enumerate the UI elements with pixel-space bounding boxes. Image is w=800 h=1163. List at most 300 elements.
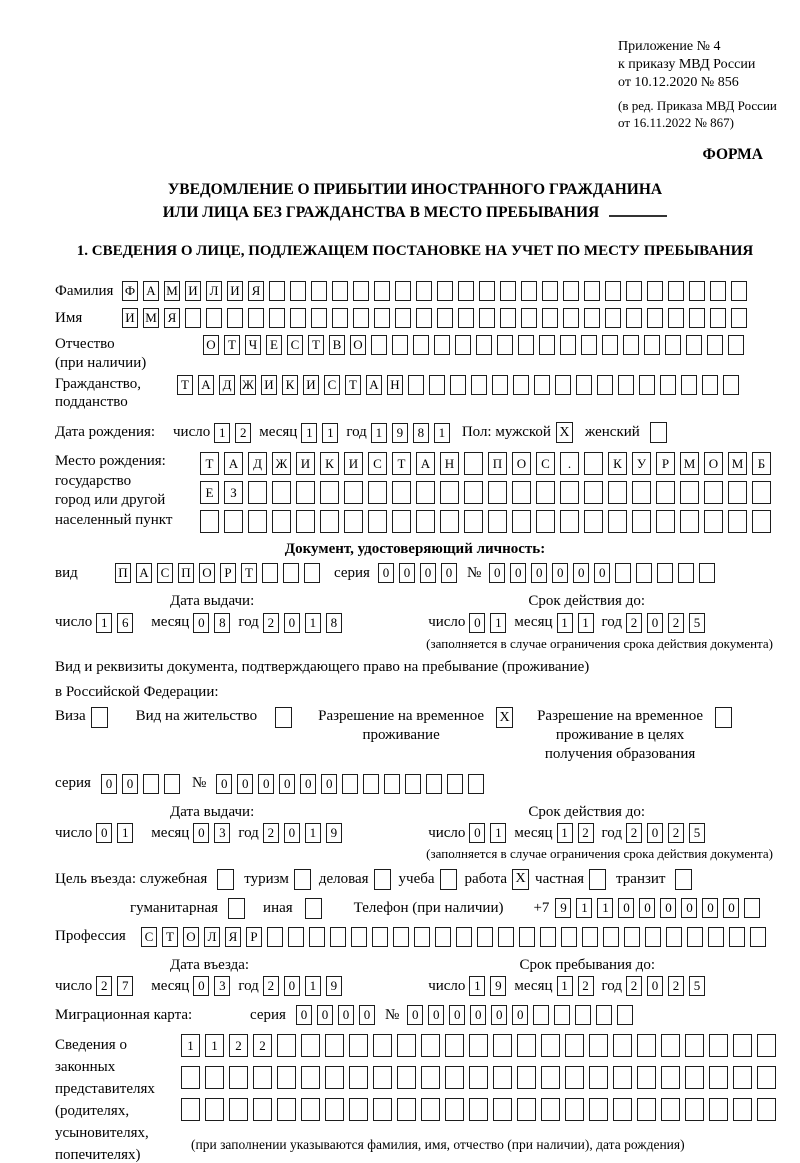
- char-cell[interactable]: [584, 510, 603, 533]
- char-cell[interactable]: 2: [626, 823, 642, 843]
- char-cell[interactable]: 0: [284, 613, 300, 633]
- char-cell[interactable]: [353, 281, 369, 301]
- char-cell[interactable]: [723, 375, 739, 395]
- char-cell[interactable]: И: [296, 452, 315, 475]
- char-cell[interactable]: [253, 1066, 272, 1089]
- char-cell[interactable]: Ф: [122, 281, 138, 301]
- char-cell[interactable]: [554, 1005, 570, 1025]
- char-cell[interactable]: 0: [618, 898, 634, 918]
- char-cell[interactable]: [392, 335, 408, 355]
- char-cell[interactable]: 0: [469, 823, 485, 843]
- char-cell[interactable]: [710, 308, 726, 328]
- char-cell[interactable]: [733, 1098, 752, 1121]
- char-cell[interactable]: П: [115, 563, 131, 583]
- char-cell[interactable]: 0: [531, 563, 547, 583]
- char-cell[interactable]: Р: [656, 452, 675, 475]
- char-cell[interactable]: Р: [220, 563, 236, 583]
- char-cell[interactable]: 1: [301, 423, 317, 443]
- char-cell[interactable]: [728, 335, 744, 355]
- char-cell[interactable]: 1: [469, 976, 485, 996]
- char-cell[interactable]: 1: [305, 976, 321, 996]
- char-cell[interactable]: [181, 1066, 200, 1089]
- char-cell[interactable]: 2: [626, 613, 642, 633]
- char-cell[interactable]: Я: [225, 927, 241, 947]
- char-cell[interactable]: [342, 774, 358, 794]
- char-cell[interactable]: 0: [594, 563, 610, 583]
- char-cell[interactable]: [686, 335, 702, 355]
- char-cell[interactable]: [248, 308, 264, 328]
- char-cell[interactable]: [488, 481, 507, 504]
- char-cell[interactable]: [277, 1066, 296, 1089]
- char-cell[interactable]: 0: [284, 976, 300, 996]
- char-cell[interactable]: [288, 927, 304, 947]
- temp-residence-checkbox[interactable]: X: [496, 707, 513, 728]
- char-cell[interactable]: [560, 510, 579, 533]
- char-cell[interactable]: П: [178, 563, 194, 583]
- char-cell[interactable]: 2: [235, 423, 251, 443]
- char-cell[interactable]: [392, 510, 411, 533]
- purpose-private-checkbox[interactable]: [589, 869, 606, 890]
- char-cell[interactable]: [429, 375, 445, 395]
- char-cell[interactable]: [704, 481, 723, 504]
- char-cell[interactable]: З: [224, 481, 243, 504]
- char-cell[interactable]: [469, 1098, 488, 1121]
- char-cell[interactable]: 6: [117, 613, 133, 633]
- char-cell[interactable]: [584, 452, 603, 475]
- char-cell[interactable]: [493, 1066, 512, 1089]
- char-cell[interactable]: [637, 1098, 656, 1121]
- char-cell[interactable]: 0: [122, 774, 138, 794]
- char-cell[interactable]: [645, 927, 661, 947]
- char-cell[interactable]: 8: [326, 613, 342, 633]
- char-cell[interactable]: [445, 1034, 464, 1057]
- char-cell[interactable]: [497, 335, 513, 355]
- char-cell[interactable]: [624, 927, 640, 947]
- char-cell[interactable]: [227, 308, 243, 328]
- char-cell[interactable]: 0: [193, 613, 209, 633]
- char-cell[interactable]: [582, 927, 598, 947]
- char-cell[interactable]: 0: [681, 898, 697, 918]
- char-cell[interactable]: [584, 308, 600, 328]
- char-cell[interactable]: 0: [552, 563, 568, 583]
- char-cell[interactable]: А: [198, 375, 214, 395]
- residence-permit-checkbox[interactable]: [275, 707, 292, 728]
- char-cell[interactable]: 0: [647, 976, 663, 996]
- char-cell[interactable]: 0: [573, 563, 589, 583]
- char-cell[interactable]: [143, 774, 159, 794]
- char-cell[interactable]: Ж: [240, 375, 256, 395]
- char-cell[interactable]: [181, 1098, 200, 1121]
- char-cell[interactable]: Т: [162, 927, 178, 947]
- char-cell[interactable]: [597, 375, 613, 395]
- char-cell[interactable]: 0: [647, 613, 663, 633]
- char-cell[interactable]: О: [203, 335, 219, 355]
- char-cell[interactable]: [464, 452, 483, 475]
- char-cell[interactable]: [563, 281, 579, 301]
- char-cell[interactable]: [687, 927, 703, 947]
- char-cell[interactable]: [608, 510, 627, 533]
- char-cell[interactable]: 1: [117, 823, 133, 843]
- char-cell[interactable]: [681, 375, 697, 395]
- char-cell[interactable]: [476, 335, 492, 355]
- char-cell[interactable]: 0: [420, 563, 436, 583]
- char-cell[interactable]: 1: [205, 1034, 224, 1057]
- char-cell[interactable]: [729, 927, 745, 947]
- char-cell[interactable]: [464, 510, 483, 533]
- char-cell[interactable]: [512, 510, 531, 533]
- char-cell[interactable]: К: [282, 375, 298, 395]
- char-cell[interactable]: А: [224, 452, 243, 475]
- char-cell[interactable]: [311, 308, 327, 328]
- char-cell[interactable]: [702, 375, 718, 395]
- char-cell[interactable]: О: [199, 563, 215, 583]
- char-cell[interactable]: У: [632, 452, 651, 475]
- char-cell[interactable]: М: [164, 281, 180, 301]
- char-cell[interactable]: [709, 1098, 728, 1121]
- char-cell[interactable]: 0: [193, 976, 209, 996]
- char-cell[interactable]: [602, 335, 618, 355]
- char-cell[interactable]: [224, 510, 243, 533]
- char-cell[interactable]: [626, 281, 642, 301]
- char-cell[interactable]: [301, 1034, 320, 1057]
- char-cell[interactable]: Ж: [272, 452, 291, 475]
- char-cell[interactable]: [320, 510, 339, 533]
- char-cell[interactable]: 0: [489, 563, 505, 583]
- char-cell[interactable]: О: [512, 452, 531, 475]
- char-cell[interactable]: 8: [214, 613, 230, 633]
- char-cell[interactable]: [710, 281, 726, 301]
- char-cell[interactable]: 0: [338, 1005, 354, 1025]
- char-cell[interactable]: [332, 281, 348, 301]
- char-cell[interactable]: Л: [204, 927, 220, 947]
- char-cell[interactable]: [272, 481, 291, 504]
- char-cell[interactable]: [709, 1034, 728, 1057]
- char-cell[interactable]: [733, 1034, 752, 1057]
- char-cell[interactable]: [685, 1034, 704, 1057]
- char-cell[interactable]: [647, 281, 663, 301]
- char-cell[interactable]: [541, 1066, 560, 1089]
- purpose-work-checkbox[interactable]: X: [512, 869, 529, 890]
- char-cell[interactable]: [517, 1098, 536, 1121]
- char-cell[interactable]: 2: [578, 823, 594, 843]
- char-cell[interactable]: [668, 281, 684, 301]
- char-cell[interactable]: 1: [490, 823, 506, 843]
- char-cell[interactable]: [584, 481, 603, 504]
- char-cell[interactable]: [517, 1066, 536, 1089]
- char-cell[interactable]: [575, 1005, 591, 1025]
- char-cell[interactable]: 0: [96, 823, 112, 843]
- char-cell[interactable]: [311, 281, 327, 301]
- char-cell[interactable]: [363, 774, 379, 794]
- char-cell[interactable]: [456, 927, 472, 947]
- char-cell[interactable]: 0: [702, 898, 718, 918]
- char-cell[interactable]: И: [122, 308, 138, 328]
- char-cell[interactable]: 0: [449, 1005, 465, 1025]
- char-cell[interactable]: [589, 1034, 608, 1057]
- char-cell[interactable]: [395, 308, 411, 328]
- char-cell[interactable]: 1: [305, 823, 321, 843]
- char-cell[interactable]: [699, 563, 715, 583]
- char-cell[interactable]: [373, 1098, 392, 1121]
- char-cell[interactable]: [560, 335, 576, 355]
- char-cell[interactable]: [164, 774, 180, 794]
- char-cell[interactable]: [304, 563, 320, 583]
- char-cell[interactable]: [565, 1034, 584, 1057]
- char-cell[interactable]: Т: [200, 452, 219, 475]
- purpose-humanitarian-checkbox[interactable]: [228, 898, 245, 919]
- char-cell[interactable]: [267, 927, 283, 947]
- char-cell[interactable]: [205, 1066, 224, 1089]
- char-cell[interactable]: Т: [392, 452, 411, 475]
- char-cell[interactable]: [414, 927, 430, 947]
- char-cell[interactable]: [757, 1098, 776, 1121]
- char-cell[interactable]: [397, 1066, 416, 1089]
- char-cell[interactable]: [665, 335, 681, 355]
- char-cell[interactable]: 9: [555, 898, 571, 918]
- char-cell[interactable]: [757, 1066, 776, 1089]
- purpose-business-checkbox[interactable]: [374, 869, 391, 890]
- char-cell[interactable]: [248, 510, 267, 533]
- char-cell[interactable]: С: [368, 452, 387, 475]
- char-cell[interactable]: [668, 308, 684, 328]
- char-cell[interactable]: 3: [214, 976, 230, 996]
- purpose-official-checkbox[interactable]: [217, 869, 234, 890]
- char-cell[interactable]: [416, 281, 432, 301]
- char-cell[interactable]: [647, 308, 663, 328]
- char-cell[interactable]: [437, 281, 453, 301]
- char-cell[interactable]: [393, 927, 409, 947]
- char-cell[interactable]: [408, 375, 424, 395]
- char-cell[interactable]: 0: [237, 774, 253, 794]
- char-cell[interactable]: [445, 1098, 464, 1121]
- char-cell[interactable]: 9: [392, 423, 408, 443]
- char-cell[interactable]: [344, 510, 363, 533]
- char-cell[interactable]: [680, 510, 699, 533]
- char-cell[interactable]: [618, 375, 634, 395]
- char-cell[interactable]: 1: [578, 613, 594, 633]
- char-cell[interactable]: [752, 510, 771, 533]
- char-cell[interactable]: И: [261, 375, 277, 395]
- char-cell[interactable]: [637, 1066, 656, 1089]
- char-cell[interactable]: [542, 308, 558, 328]
- char-cell[interactable]: [440, 481, 459, 504]
- char-cell[interactable]: 0: [470, 1005, 486, 1025]
- char-cell[interactable]: 1: [434, 423, 450, 443]
- char-cell[interactable]: [301, 1066, 320, 1089]
- char-cell[interactable]: [589, 1098, 608, 1121]
- char-cell[interactable]: [434, 335, 450, 355]
- char-cell[interactable]: [565, 1066, 584, 1089]
- char-cell[interactable]: [371, 335, 387, 355]
- char-cell[interactable]: 1: [490, 613, 506, 633]
- char-cell[interactable]: А: [136, 563, 152, 583]
- char-cell[interactable]: [603, 927, 619, 947]
- char-cell[interactable]: 0: [300, 774, 316, 794]
- char-cell[interactable]: [500, 308, 516, 328]
- char-cell[interactable]: [521, 281, 537, 301]
- sex-male-checkbox[interactable]: X: [556, 422, 573, 443]
- char-cell[interactable]: Е: [200, 481, 219, 504]
- char-cell[interactable]: [498, 927, 514, 947]
- char-cell[interactable]: А: [143, 281, 159, 301]
- char-cell[interactable]: [555, 375, 571, 395]
- char-cell[interactable]: [344, 481, 363, 504]
- char-cell[interactable]: 0: [407, 1005, 423, 1025]
- char-cell[interactable]: 0: [378, 563, 394, 583]
- char-cell[interactable]: [613, 1098, 632, 1121]
- char-cell[interactable]: 0: [216, 774, 232, 794]
- char-cell[interactable]: [351, 927, 367, 947]
- char-cell[interactable]: 0: [510, 563, 526, 583]
- char-cell[interactable]: 1: [96, 613, 112, 633]
- char-cell[interactable]: [464, 481, 483, 504]
- char-cell[interactable]: [392, 481, 411, 504]
- char-cell[interactable]: [639, 375, 655, 395]
- purpose-other-checkbox[interactable]: [305, 898, 322, 919]
- char-cell[interactable]: 0: [469, 613, 485, 633]
- char-cell[interactable]: [479, 308, 495, 328]
- char-cell[interactable]: [368, 481, 387, 504]
- char-cell[interactable]: [584, 281, 600, 301]
- char-cell[interactable]: [657, 563, 673, 583]
- char-cell[interactable]: Р: [246, 927, 262, 947]
- char-cell[interactable]: [301, 1098, 320, 1121]
- char-cell[interactable]: [666, 927, 682, 947]
- char-cell[interactable]: [416, 510, 435, 533]
- char-cell[interactable]: [605, 308, 621, 328]
- char-cell[interactable]: [519, 927, 535, 947]
- char-cell[interactable]: [330, 927, 346, 947]
- char-cell[interactable]: Д: [248, 452, 267, 475]
- char-cell[interactable]: И: [344, 452, 363, 475]
- char-cell[interactable]: Т: [345, 375, 361, 395]
- char-cell[interactable]: К: [608, 452, 627, 475]
- char-cell[interactable]: 0: [660, 898, 676, 918]
- char-cell[interactable]: С: [157, 563, 173, 583]
- char-cell[interactable]: [704, 510, 723, 533]
- char-cell[interactable]: [493, 1034, 512, 1057]
- char-cell[interactable]: 0: [512, 1005, 528, 1025]
- char-cell[interactable]: 2: [229, 1034, 248, 1057]
- visa-checkbox[interactable]: [91, 707, 108, 728]
- char-cell[interactable]: 1: [557, 613, 573, 633]
- char-cell[interactable]: [421, 1066, 440, 1089]
- char-cell[interactable]: И: [227, 281, 243, 301]
- char-cell[interactable]: [471, 375, 487, 395]
- char-cell[interactable]: [373, 1034, 392, 1057]
- char-cell[interactable]: Н: [387, 375, 403, 395]
- char-cell[interactable]: О: [350, 335, 366, 355]
- char-cell[interactable]: [272, 510, 291, 533]
- char-cell[interactable]: [397, 1034, 416, 1057]
- char-cell[interactable]: С: [324, 375, 340, 395]
- char-cell[interactable]: [757, 1034, 776, 1057]
- char-cell[interactable]: Л: [206, 281, 222, 301]
- char-cell[interactable]: 1: [557, 976, 573, 996]
- char-cell[interactable]: М: [680, 452, 699, 475]
- char-cell[interactable]: Т: [241, 563, 257, 583]
- purpose-study-checkbox[interactable]: [440, 869, 457, 890]
- char-cell[interactable]: [309, 927, 325, 947]
- char-cell[interactable]: [450, 375, 466, 395]
- char-cell[interactable]: Т: [224, 335, 240, 355]
- char-cell[interactable]: [325, 1066, 344, 1089]
- char-cell[interactable]: 0: [491, 1005, 507, 1025]
- char-cell[interactable]: [661, 1066, 680, 1089]
- char-cell[interactable]: [518, 335, 534, 355]
- char-cell[interactable]: 2: [96, 976, 112, 996]
- char-cell[interactable]: [613, 1034, 632, 1057]
- char-cell[interactable]: [325, 1034, 344, 1057]
- char-cell[interactable]: С: [141, 927, 157, 947]
- purpose-transit-checkbox[interactable]: [675, 869, 692, 890]
- char-cell[interactable]: [685, 1066, 704, 1089]
- char-cell[interactable]: А: [366, 375, 382, 395]
- char-cell[interactable]: [689, 281, 705, 301]
- char-cell[interactable]: [372, 927, 388, 947]
- char-cell[interactable]: [349, 1066, 368, 1089]
- char-cell[interactable]: [750, 927, 766, 947]
- char-cell[interactable]: 3: [214, 823, 230, 843]
- char-cell[interactable]: 2: [668, 613, 684, 633]
- char-cell[interactable]: [533, 1005, 549, 1025]
- char-cell[interactable]: 2: [578, 976, 594, 996]
- char-cell[interactable]: [368, 510, 387, 533]
- char-cell[interactable]: [479, 281, 495, 301]
- char-cell[interactable]: 0: [723, 898, 739, 918]
- char-cell[interactable]: [384, 774, 400, 794]
- char-cell[interactable]: [752, 481, 771, 504]
- char-cell[interactable]: [290, 281, 306, 301]
- char-cell[interactable]: [277, 1098, 296, 1121]
- char-cell[interactable]: О: [183, 927, 199, 947]
- char-cell[interactable]: [541, 1034, 560, 1057]
- char-cell[interactable]: [521, 308, 537, 328]
- char-cell[interactable]: [447, 774, 463, 794]
- char-cell[interactable]: [421, 1034, 440, 1057]
- char-cell[interactable]: 5: [689, 976, 705, 996]
- char-cell[interactable]: 0: [258, 774, 274, 794]
- char-cell[interactable]: [325, 1098, 344, 1121]
- char-cell[interactable]: [576, 375, 592, 395]
- char-cell[interactable]: [296, 481, 315, 504]
- char-cell[interactable]: [416, 308, 432, 328]
- char-cell[interactable]: 0: [101, 774, 117, 794]
- char-cell[interactable]: 1: [557, 823, 573, 843]
- char-cell[interactable]: [689, 308, 705, 328]
- char-cell[interactable]: 9: [326, 976, 342, 996]
- char-cell[interactable]: 2: [668, 976, 684, 996]
- char-cell[interactable]: 0: [193, 823, 209, 843]
- char-cell[interactable]: [709, 1066, 728, 1089]
- char-cell[interactable]: [296, 510, 315, 533]
- char-cell[interactable]: [332, 308, 348, 328]
- char-cell[interactable]: [500, 281, 516, 301]
- char-cell[interactable]: [656, 510, 675, 533]
- char-cell[interactable]: 0: [284, 823, 300, 843]
- char-cell[interactable]: [269, 281, 285, 301]
- char-cell[interactable]: [623, 335, 639, 355]
- char-cell[interactable]: П: [488, 452, 507, 475]
- char-cell[interactable]: [248, 481, 267, 504]
- char-cell[interactable]: [458, 308, 474, 328]
- char-cell[interactable]: [660, 375, 676, 395]
- char-cell[interactable]: [455, 335, 471, 355]
- char-cell[interactable]: [405, 774, 421, 794]
- char-cell[interactable]: [656, 481, 675, 504]
- char-cell[interactable]: 0: [321, 774, 337, 794]
- char-cell[interactable]: [563, 308, 579, 328]
